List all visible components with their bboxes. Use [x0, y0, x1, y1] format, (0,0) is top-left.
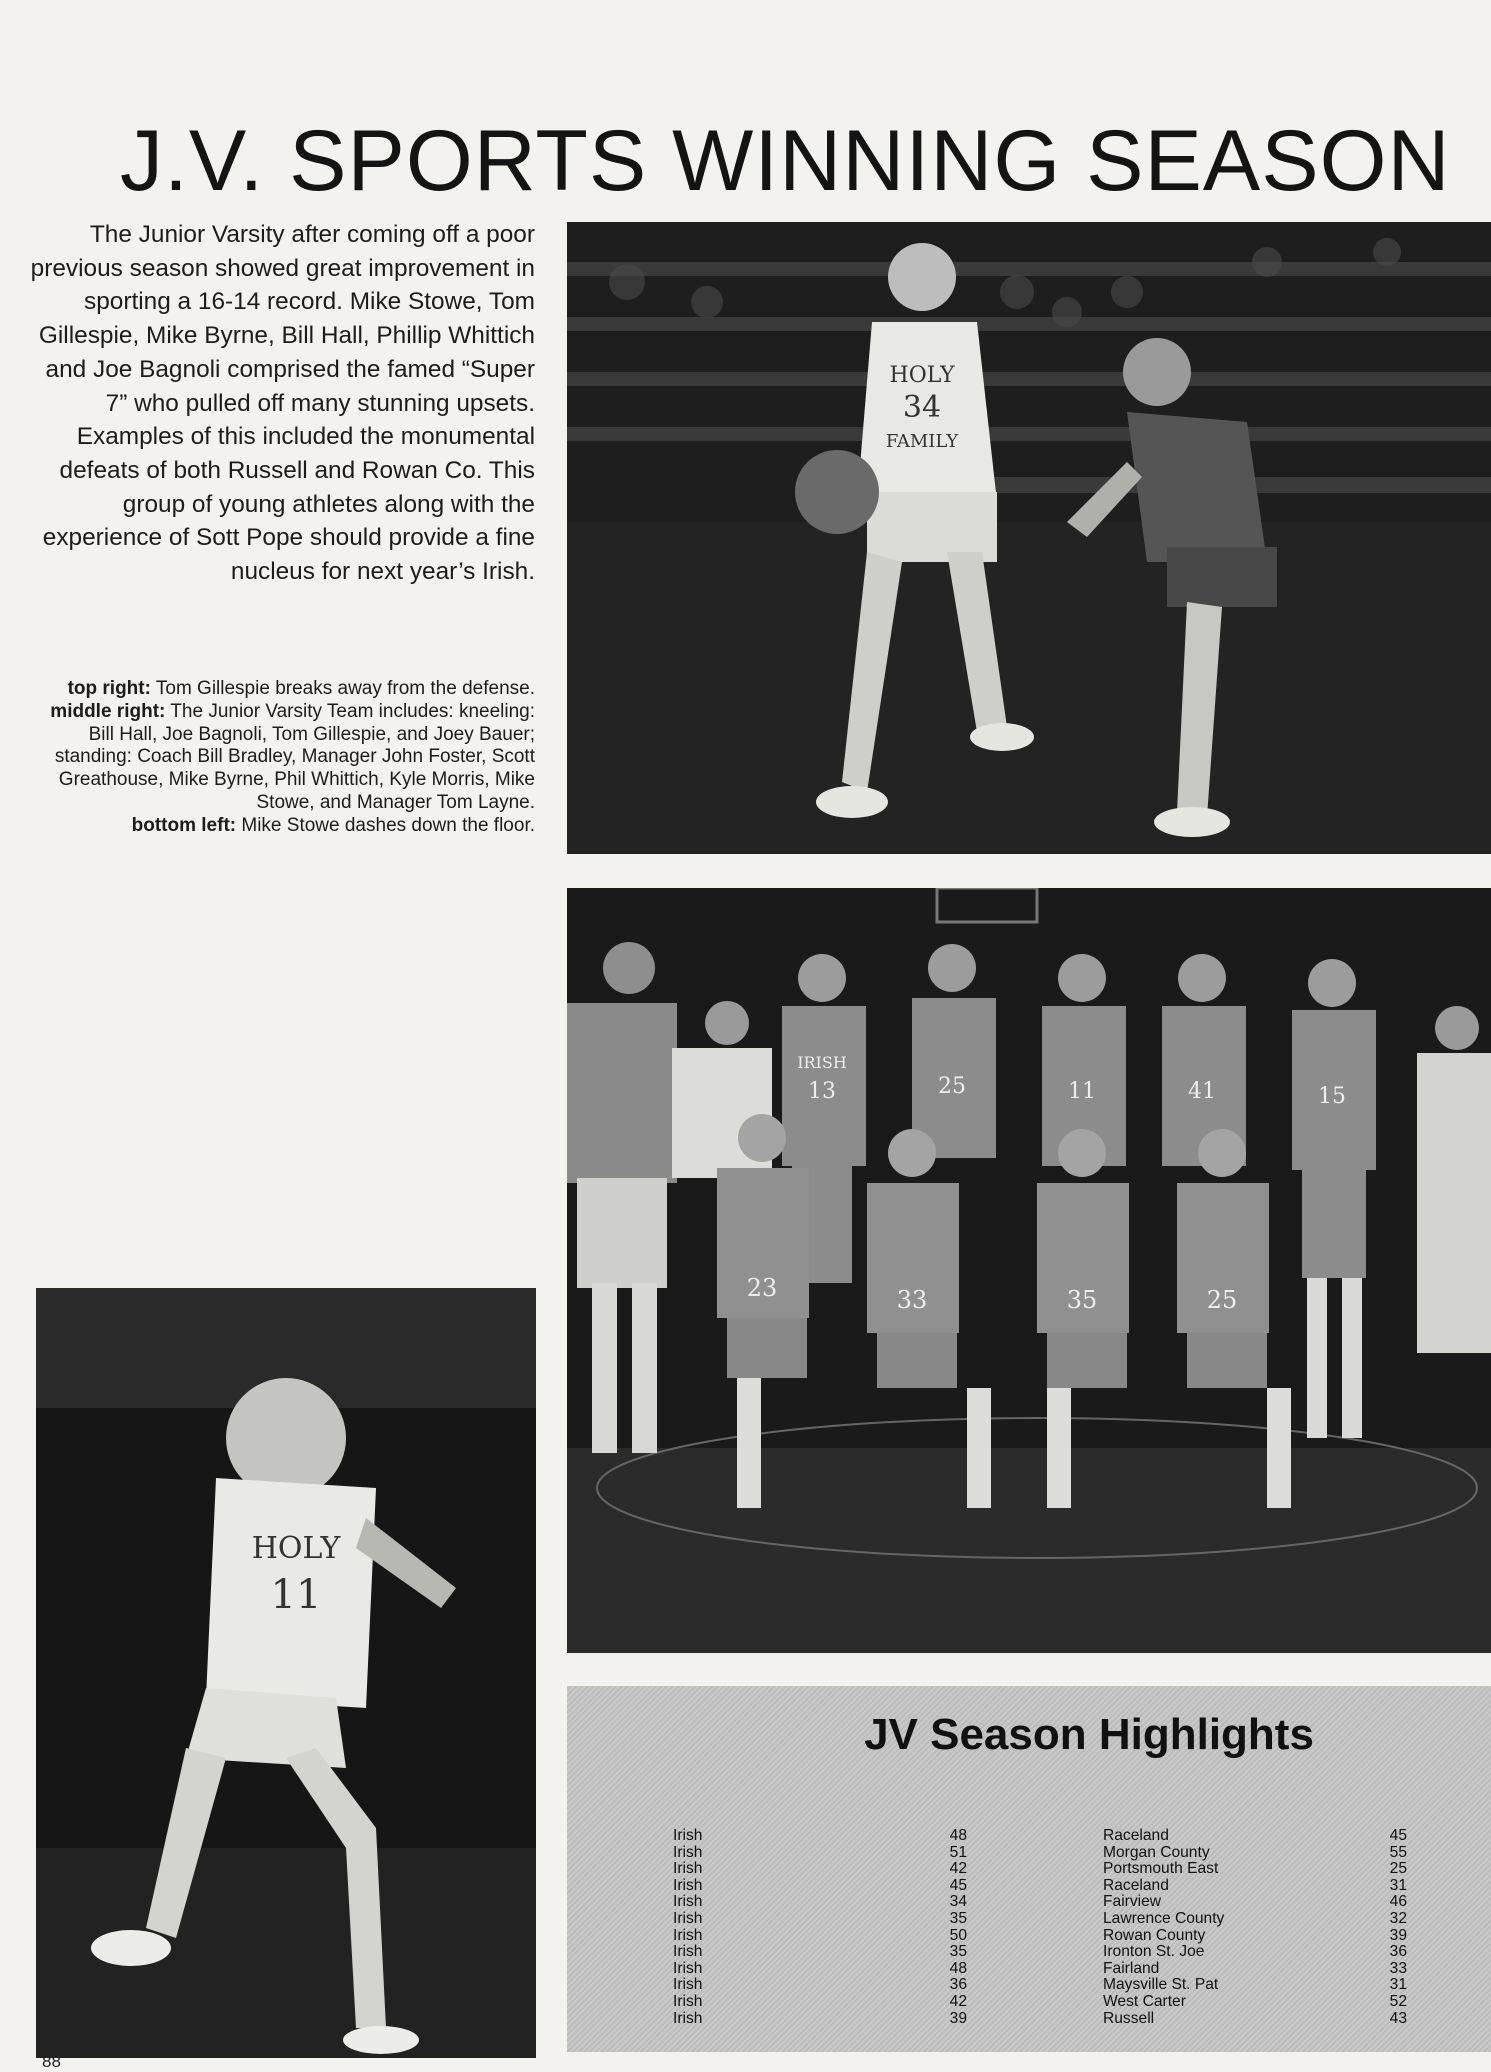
highlights-opponent-cell: Fairview	[1103, 1893, 1162, 1911]
photo-bottom-drawing	[36, 1288, 536, 2058]
caption-middle-right-text: The Junior Varsity Team includes: kneeling: Bill Hall, Joe Bagnoli, Tom Gillespie, and Joey Bauer; standing: Coach Bill Bradley, Manager John Foster, Scott Greathouse, Mike Byrne, Phil Whittich, Kyle Morris, Mike Stowe, and Manager Tom Layne.	[54, 700, 535, 813]
highlights-opponent-cell: Raceland	[1103, 1876, 1169, 1894]
highlights-team-cell: Irish	[673, 1992, 703, 2010]
highlights-team-cell: Irish	[673, 1926, 703, 1944]
jersey-number: 34	[902, 390, 942, 425]
caption-top-right-label: top right:	[67, 678, 151, 699]
caption-bottom-left-label: bottom left:	[131, 814, 237, 836]
highlights-irish-score-cell: 35	[949, 1909, 967, 1927]
highlights-irish-score-cell: 39	[949, 2009, 967, 2027]
highlights-title: JV Season Highlights	[864, 1710, 1314, 1759]
highlights-opponent-cell: Fairland	[1103, 1959, 1160, 1977]
highlights-opponent-score-cell: 55	[1389, 1843, 1407, 1861]
highlights-opponent-cell: Ironton St. Joe	[1103, 1943, 1205, 1961]
highlights-opponent-score-cell: 32	[1389, 1909, 1407, 1927]
photo-captions	[30, 678, 535, 838]
highlights-team-cell: Irish	[673, 1827, 703, 1844]
jersey-top-word: HOLY	[889, 363, 955, 388]
highlights-opponent-score-cell: 43	[1389, 2009, 1407, 2027]
highlights-team-cell: Irish	[673, 1876, 703, 1894]
highlights-team-cell: Irish	[673, 1860, 703, 1878]
highlights-opponent-score-cell: 39	[1389, 1926, 1407, 1944]
photo-jv-team	[567, 888, 1491, 1653]
highlights-irish-score-cell: 50	[949, 1926, 967, 1944]
highlights-irish-score-cell: 35	[949, 1943, 967, 1961]
highlights-opponent-score-cell: 46	[1389, 1893, 1407, 1911]
jersey-bottom-word: FAMILY	[885, 431, 959, 452]
highlights-opponent-score-cell: 52	[1389, 1992, 1407, 2010]
jersey-number: 11	[270, 1572, 322, 1618]
jersey-top-word: HOLY	[251, 1531, 341, 1566]
highlights-team-cell: Irish	[673, 1843, 703, 1861]
kneeling-jersey-number-3: 35	[1066, 1286, 1098, 1314]
photo-team-drawing	[567, 888, 1491, 1653]
highlights-irish-score-cell: 48	[949, 1959, 967, 1977]
caption-top-right-text: Tom Gillespie breaks away from the defense.	[150, 678, 535, 699]
highlights-opponent-cell: Rowan County	[1103, 1926, 1206, 1944]
highlights-opponent-score-cell: 31	[1389, 1976, 1407, 1994]
intro-paragraph: The Junior Varsity after coming off a poor previous season showed great improvement in sporting a 16-14 record. Mike Stowe, Tom Gillespie, Mike Byrne, Bill Hall, Phillip Whittich and Joe Bagnoli comprised the famed “Super 7” who pulled off many stunning upsets. Examples of this included the monumental defeats of both Russell and Rowan Co. This group of young athletes along with the experience of Sott Pope should provide a fine nucleus for next year’s Irish.	[30, 221, 535, 586]
highlights-opponent-score-cell: 36	[1389, 1943, 1407, 1961]
highlights-team-cell: Irish	[673, 1893, 703, 1911]
highlights-opponent-cell: Russell	[1103, 2009, 1155, 2027]
highlights-opponent-score-cell: 31	[1389, 1876, 1407, 1894]
highlights-opponent-score-cell: 33	[1389, 1959, 1407, 1977]
page-title: J.V. SPORTS WINNING SEASON	[120, 113, 1451, 209]
kneeling-jersey-number-2: 33	[896, 1286, 928, 1314]
highlights-irish-score-cell: 48	[949, 1827, 967, 1844]
highlights-opponent-score-cell: 45	[1389, 1827, 1407, 1844]
caption-middle-right	[30, 701, 535, 815]
highlights-opponent-cell: Portsmouth East	[1103, 1860, 1219, 1878]
season-highlights-box	[567, 1686, 1491, 2052]
highlights-opponent-cell: Raceland	[1103, 1827, 1169, 1844]
highlights-irish-score-cell: 45	[949, 1876, 967, 1894]
highlights-team-cell: Irish	[673, 1943, 703, 1961]
highlights-irish-score-cell: 51	[949, 1843, 967, 1861]
highlights-team-cell: Irish	[673, 1909, 703, 1927]
highlights-opponent-score-column	[1347, 1828, 1407, 2027]
standing-jersey-number-4: 41	[1188, 1079, 1216, 1104]
highlights-opponent-cell: Morgan County	[1103, 1843, 1210, 1861]
highlights-team-cell: Irish	[673, 1976, 703, 1994]
highlights-irish-score-cell: 34	[949, 1893, 967, 1911]
highlights-irish-score-cell: 42	[949, 1992, 967, 2010]
highlights-team-cell: Irish	[673, 1959, 703, 1977]
caption-top-right	[30, 678, 535, 701]
caption-middle-right-label: middle right:	[50, 700, 166, 722]
kneeling-jersey-number-1: 23	[746, 1274, 778, 1302]
photo-stowe-running	[36, 1288, 536, 2058]
highlights-opponent-column	[1103, 1828, 1303, 2027]
highlights-irish-score-cell: 42	[949, 1860, 967, 1878]
caption-bottom-left	[30, 815, 535, 838]
photo-gillespie-dribbling	[567, 222, 1491, 854]
highlights-irish-score-cell: 36	[949, 1976, 967, 1994]
highlights-team-column	[673, 1828, 793, 2027]
highlights-opponent-cell: Lawrence County	[1103, 1909, 1225, 1927]
highlights-team-cell: Irish	[673, 2009, 703, 2027]
caption-bottom-left-text: Mike Stowe dashes down the floor.	[236, 814, 535, 836]
highlights-irish-score-column	[907, 1828, 967, 2027]
standing-jersey-number-5: 15	[1318, 1084, 1346, 1109]
standing-jersey-number-1: 13	[808, 1079, 836, 1104]
highlights-opponent-score-cell: 25	[1389, 1860, 1407, 1878]
kneeling-jersey-number-4: 25	[1206, 1286, 1238, 1314]
highlights-opponent-cell: West Carter	[1103, 1992, 1186, 2010]
standing-jersey-number-3: 11	[1068, 1079, 1096, 1104]
standing-jersey-number-2: 25	[938, 1074, 966, 1099]
highlights-opponent-cell: Maysville St. Pat	[1103, 1976, 1219, 1994]
page-number: 88	[42, 2052, 61, 2071]
photo-top-drawing	[567, 222, 1491, 854]
manager-right	[1417, 1006, 1491, 1353]
standing-jersey-word: IRISH	[797, 1053, 847, 1072]
